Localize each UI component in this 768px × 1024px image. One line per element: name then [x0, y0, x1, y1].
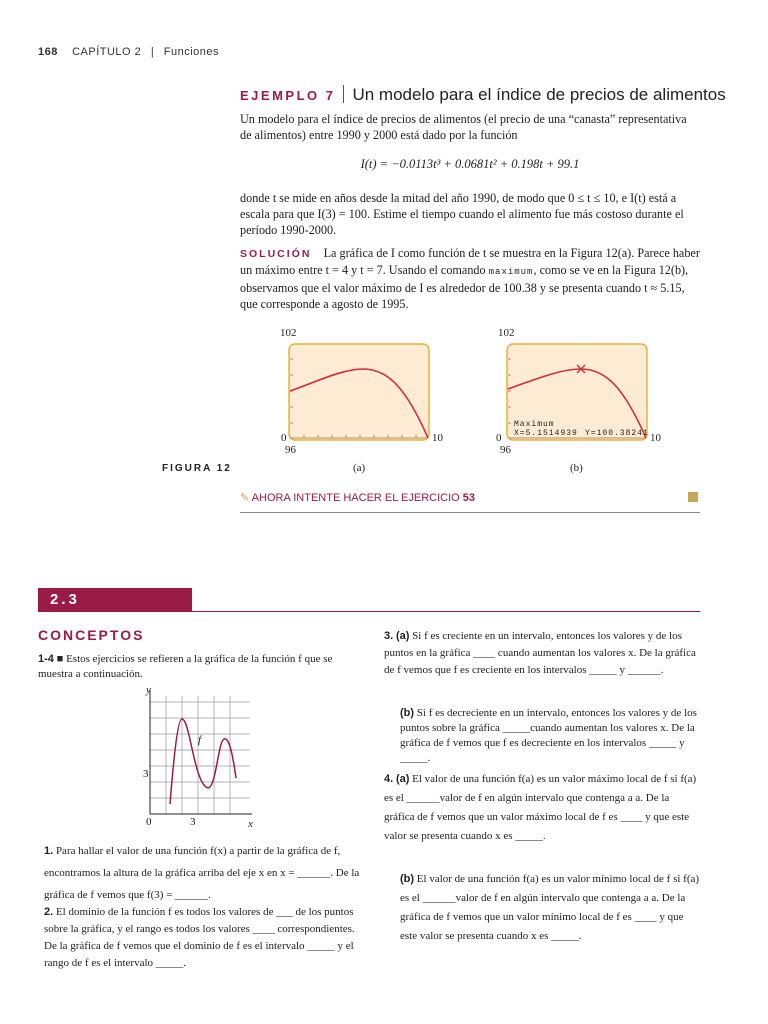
- fig-a-caption: (a): [353, 462, 366, 474]
- figure-label: FIGURA 12: [162, 463, 232, 474]
- fig-a-ymax: 102: [280, 327, 297, 339]
- example-title: [240, 85, 726, 105]
- solution-text-a: La gráfica de I como función de t se muestra en la Figura 12(a). Parece haber un máximo entre t = 4 y t = 7. Usando el comando: [240, 246, 700, 277]
- section-name: Funciones: [163, 46, 220, 58]
- example-body: donde t se mide en años desde la mitad del año 1990, de modo que 0 ≤ t ≤ 10, e I(t) está a escala para que I(3) = 100. Estime el tiempo cuando el alimento fue más costoso durante el período 1990-2000.: [240, 191, 684, 237]
- exercise-graph: [140, 684, 260, 834]
- graph-zero: 0: [146, 816, 152, 828]
- f-curve: [170, 719, 236, 804]
- example-formula: I(t) = −0.0113t³ + 0.0681t² + 0.198t + 99.1: [360, 157, 580, 171]
- example-intro: Un modelo para el índice de precios de alimentos (el precio de una “canasta” representativa de alimentos) entre 1990 y 2000 está dado por la función: [240, 112, 687, 142]
- solution-text-b: , como se ve en la Figura 12(b), observamos que el valor máximo de I es alrededor de 100.38 y se presenta cuando t ≈ 5.15, que corresponde a agosto de 1995.: [240, 263, 689, 311]
- graph-x-label: x: [248, 818, 253, 830]
- running-header: 168 CAPÍTULO 2 | Funciones: [38, 46, 220, 58]
- graph-three-y: 3: [143, 768, 149, 780]
- fig-a-xmax: 10: [432, 432, 443, 444]
- try-text: AHORA INTENTE HACER EL EJERCICIO: [251, 492, 460, 504]
- exercise-3a: 3. (a) Si f es creciente en un intervalo, entonces los valores y de los puntos en la gráfica ____ cuando aumentan los valores x. De la gráfica de f vemos que f es creciente en los intervalos _____ y ______.: [384, 630, 696, 676]
- page-number: 168: [38, 46, 58, 58]
- chapter-label: CAPÍTULO 2: [72, 46, 142, 58]
- solution-command: maximum: [488, 267, 534, 277]
- readout-x: X=5.1514939: [514, 429, 578, 438]
- try-number: 53: [462, 492, 476, 504]
- fig-b-ymax: 102: [498, 327, 515, 339]
- exercise-2: 2. El dominio de la función f es todos los valores de ___ de los puntos sobre la gráfica, y el rango es todos los valores ____ correspondientes. De la gráfica de f vemos que el dominio de f es el intervalo _____ y el rango de f es el intervalo _____.: [44, 906, 355, 969]
- end-square-icon: [688, 492, 698, 502]
- section-rule: [192, 611, 700, 612]
- fig-a-xmin: 0: [281, 432, 287, 444]
- readout-title: Maximum: [514, 420, 555, 429]
- concepts-heading: CONCEPTOS: [38, 627, 145, 643]
- pencil-icon: ✎: [240, 492, 250, 504]
- exercise-3b: (b) Si f es decreciente en un intervalo, entonces los valores y de los puntos sobre la gráfica _____cuando aumentan los valores x. De la gráfica de f vemos que f es decreciente en los intervalos _____ y _____.: [400, 707, 697, 764]
- fig-a-ymin: 96: [285, 444, 296, 456]
- exercise-4a: 4. (a) El valor de una función f(a) es un valor máximo local de f si f(a) es el ______valor de f en algún intervalo que contenga a a. De la gráfica de f vemos que un valor máximo local de f es ____ y que este valor se presenta cuando x es _____.: [384, 773, 697, 842]
- calculator-screen-a: [288, 343, 432, 443]
- fig-b-xmax: 10: [650, 432, 661, 444]
- exercise-intro: 1-4 ■ Estos ejercicios se refieren a la gráfica de la función f que se muestra a continuación.: [38, 653, 333, 680]
- fig-b-ymin: 96: [500, 444, 511, 456]
- graph-three-x: 3: [190, 816, 196, 828]
- section-banner: 2.3 EJERCICIOS: [38, 588, 192, 612]
- try-exercise-link[interactable]: [240, 491, 475, 504]
- fig-b-caption: (b): [570, 462, 583, 474]
- exercise-1: 1. Para hallar el valor de una función f(x) a partir de la gráfica de f, encontramos la altura de la gráfica arriba del eje x en x = ______. De la gráfica de f vemos que f(3) = ______.: [44, 845, 360, 901]
- divider: [240, 512, 700, 513]
- graph-y-label: y: [146, 684, 151, 696]
- solution-label: SOLUCIÓN: [240, 248, 312, 260]
- exercise-4b: (b) El valor de una función f(a) es un valor mínimo local de f si f(a) es el ______valor de f en algún intervalo que contenga a a. De la gráfica de f vemos que un valor mínimo local de f es ____ y que este valor se presenta cuando x es _____.: [400, 873, 700, 942]
- fig-b-xmin: 0: [496, 432, 502, 444]
- graph-f-label: f: [198, 734, 202, 746]
- readout-y: Y=100.38241: [585, 429, 649, 438]
- example-label: EJEMPLO 7: [240, 88, 336, 103]
- solution-paragraph: [240, 245, 700, 312]
- example-name: Un modelo para el índice de precios de alimentos: [352, 85, 726, 104]
